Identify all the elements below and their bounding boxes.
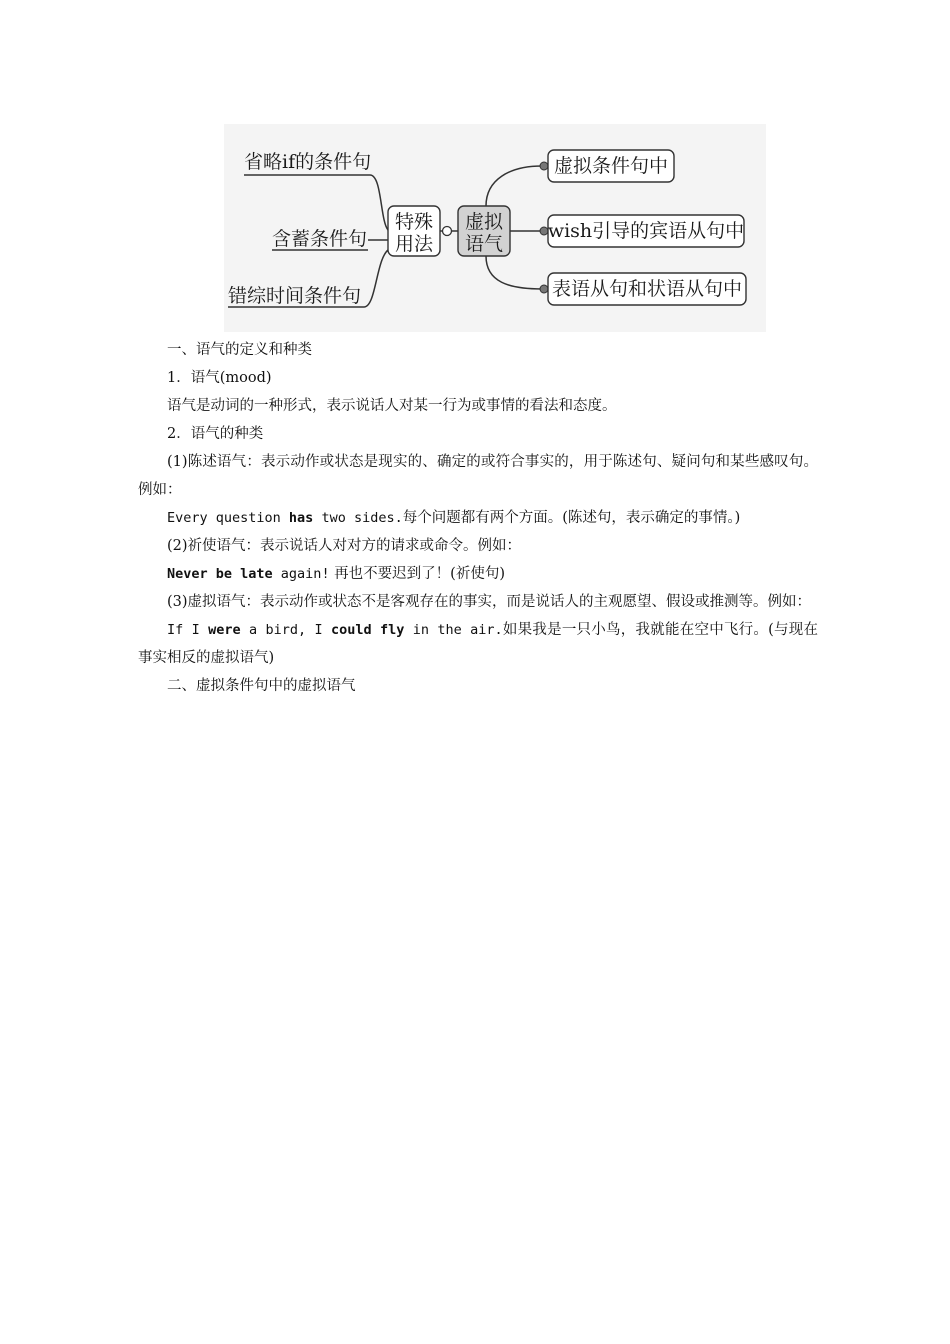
node-subjunctive-mood-line2: 语气 — [464, 233, 504, 255]
example-text: in the air. — [404, 622, 503, 638]
example-text: a bird, I — [240, 622, 331, 638]
example-text: Every question — [167, 510, 289, 526]
example-text: If I — [167, 622, 209, 638]
example-highlight: were — [208, 622, 241, 638]
paragraph-indicative: (1)陈述语气：表示动作或状态是现实的、确定的或符合事实的，用于陈述句、疑问句和某些感叹句。例如： — [138, 454, 818, 498]
example-translation: 再也不要迟到了！(祈使句) — [329, 566, 506, 582]
example-highlight: could fly — [331, 622, 405, 638]
node-subjunctive-mood-line1: 虚拟 — [464, 211, 504, 233]
right-item-wish: wish引导的宾语从句中 — [547, 220, 745, 242]
example-translation: 每个问题都有两个方面。(陈述句，表示确定的事情。) — [402, 510, 741, 526]
example-translation: 如果我是一只小鸟，我就能在空中飞行。(与现在事实相反的虚拟语气) — [138, 622, 819, 666]
subsection-title-types: 2．语气的种类 — [167, 426, 264, 442]
section-heading-2: 二、虚拟条件句中的虚拟语气 — [167, 678, 356, 694]
right-item-conditional: 虚拟条件句中 — [553, 155, 669, 177]
right-item-predicative: 表语从句和状语从句中 — [551, 278, 743, 300]
mind-map-svg — [224, 124, 766, 332]
paragraph-mood-definition: 语气是动词的一种形式，表示说话人对某一行为或事情的看法和态度。 — [167, 398, 617, 414]
left-item-mixed-time: 错综时间条件句 — [228, 285, 362, 307]
bullet-dot-icon — [540, 227, 548, 235]
node-special-usage-line2: 用法 — [394, 233, 434, 255]
bullet-dot-icon — [540, 162, 548, 170]
example-imperative — [138, 560, 818, 588]
collapse-circle-icon — [443, 227, 452, 236]
example-highlight: has — [288, 510, 314, 526]
subsection-title-mood: 1．语气(mood) — [167, 370, 272, 386]
left-item-omit-if: 省略if的条件句 — [244, 151, 372, 173]
example-text: two sides. — [313, 510, 403, 526]
node-special-usage-line1: 特殊 — [394, 211, 434, 233]
mind-map-diagram — [224, 124, 766, 332]
left-item-implied-condition: 含蓄条件句 — [272, 228, 368, 250]
example-subjunctive — [138, 616, 818, 672]
example-text: again! — [272, 566, 330, 582]
section-heading-1: 一、语气的定义和种类 — [167, 342, 312, 358]
paragraph-subjunctive: (3)虚拟语气：表示动作或状态不是客观存在的事实，而是说话人的主观愿望、假设或推测等。例如： — [167, 594, 812, 610]
paragraph-imperative: (2)祈使语气：表示说话人对对方的请求或命令。例如： — [167, 538, 522, 554]
document-body — [138, 336, 818, 700]
example-indicative — [138, 504, 818, 532]
example-highlight: Never be late — [167, 566, 273, 582]
bullet-dot-icon — [540, 285, 548, 293]
